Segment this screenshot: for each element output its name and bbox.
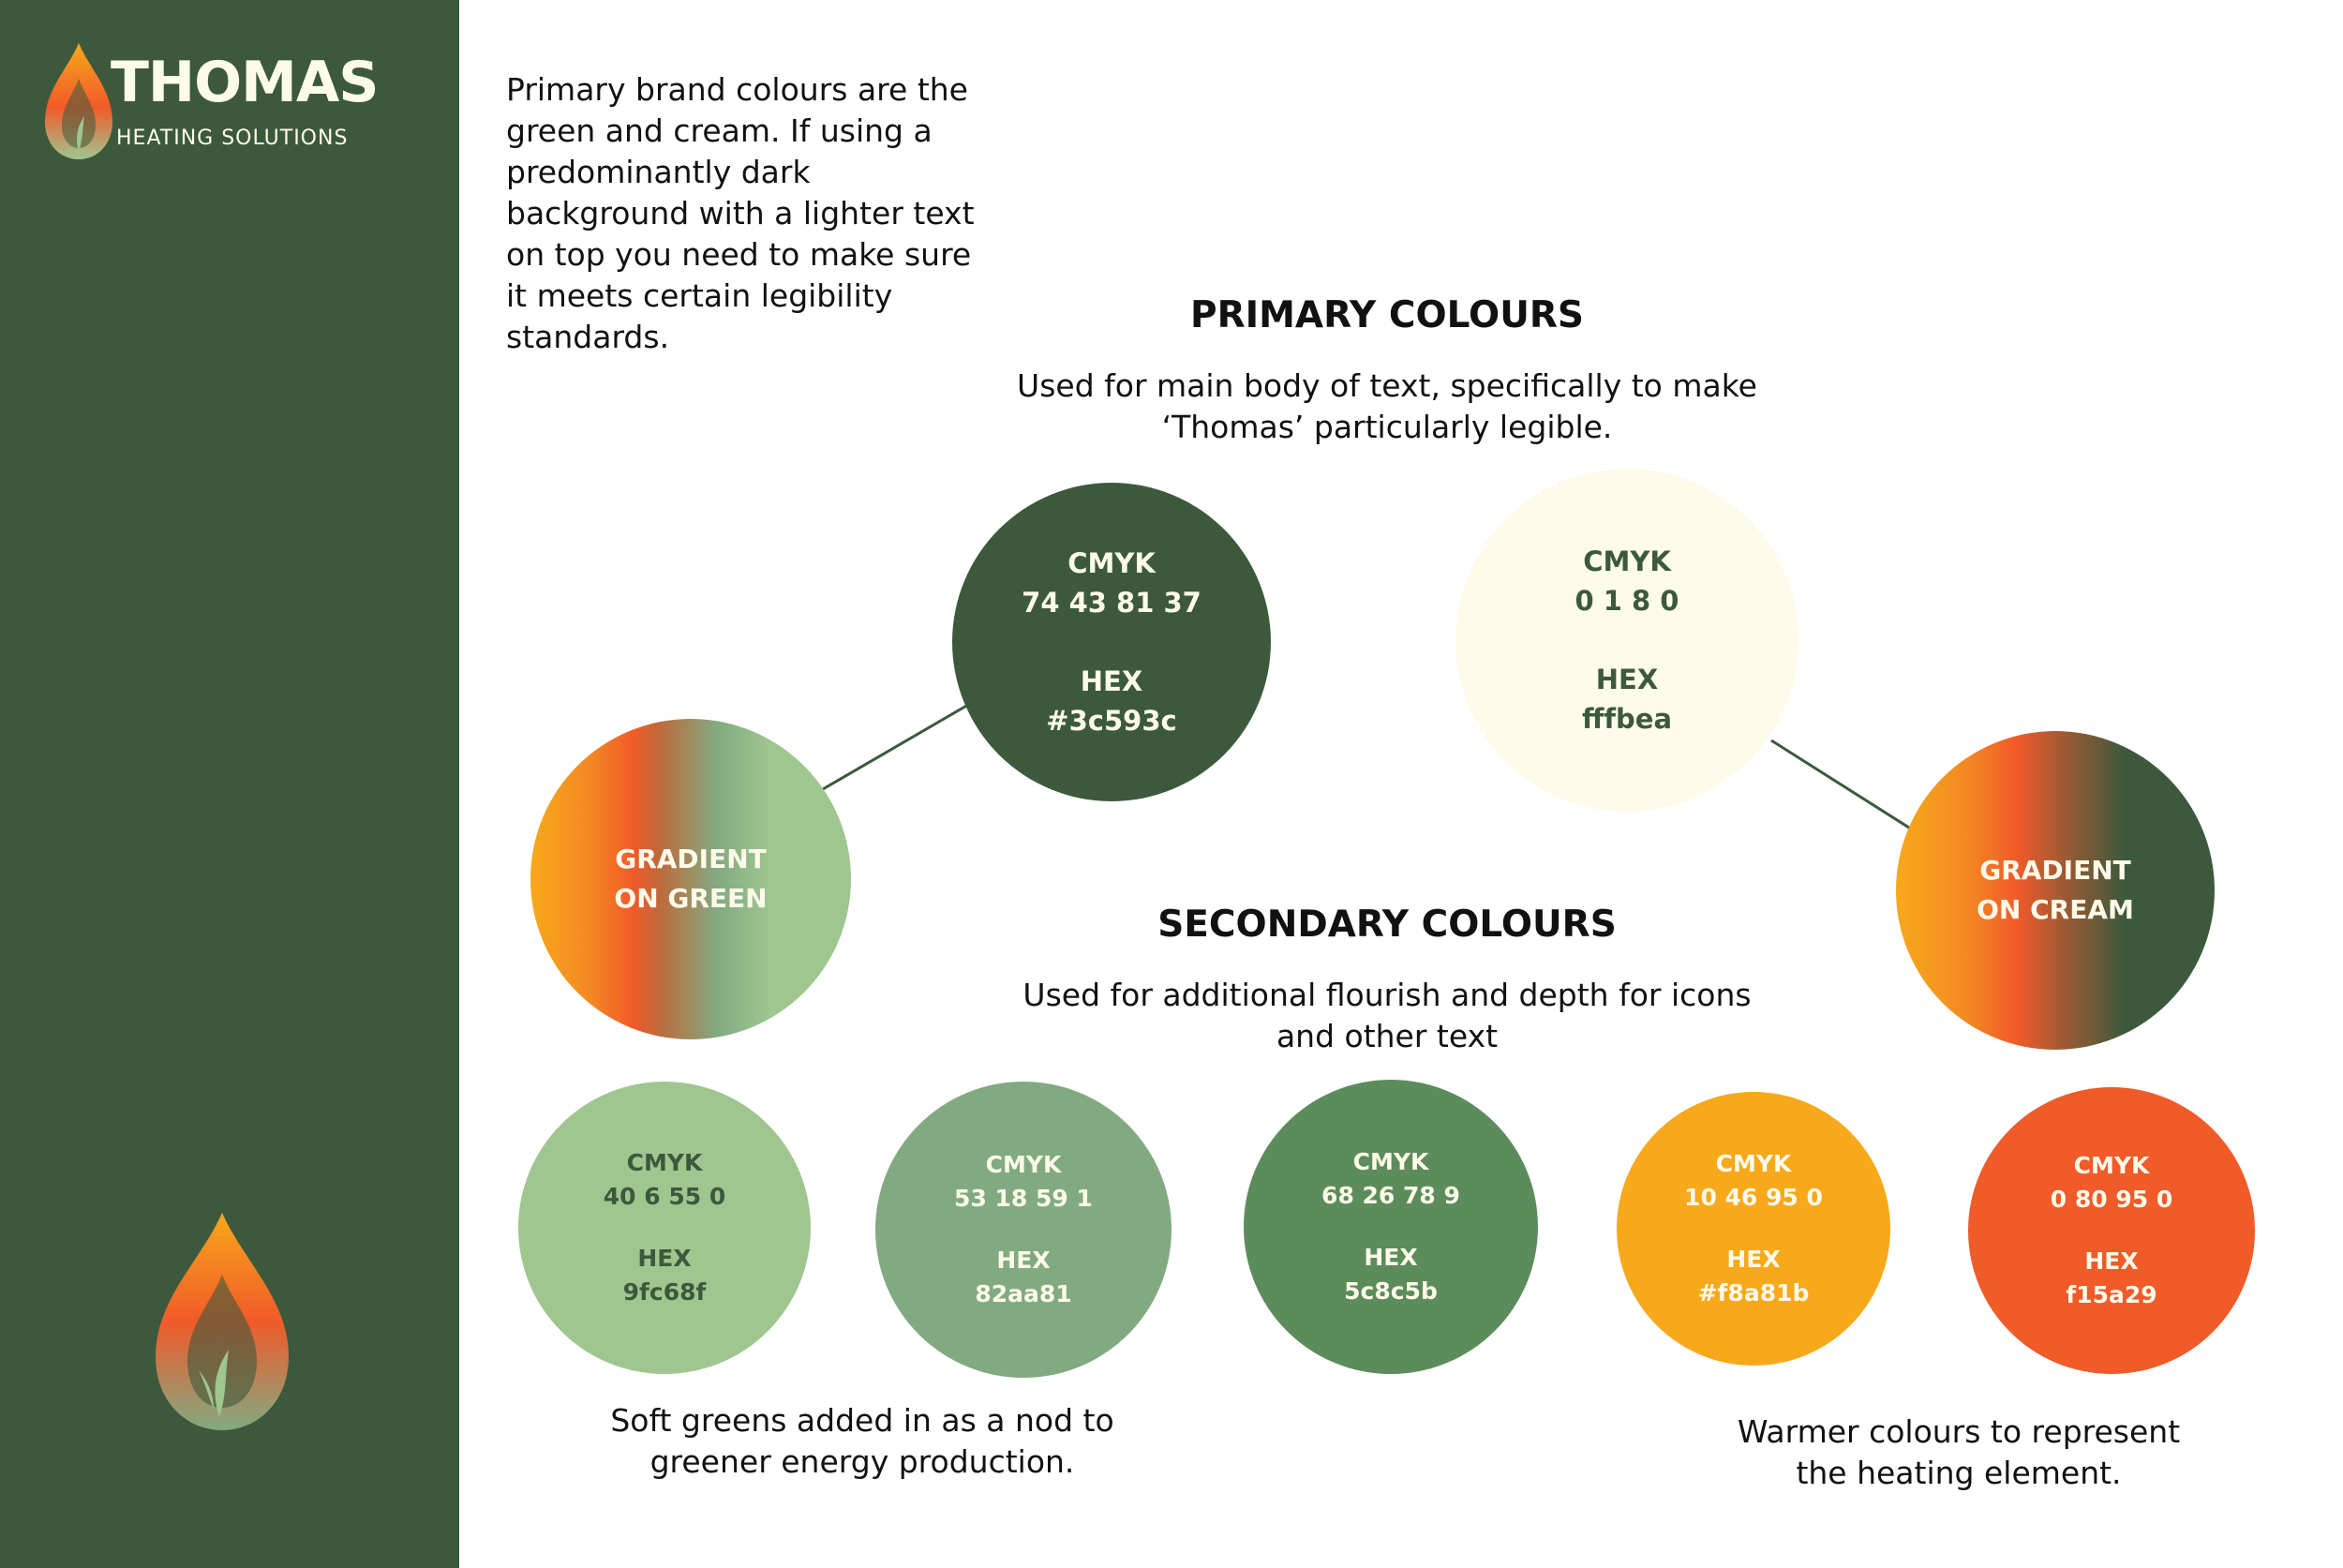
cmyk-label: CMYK <box>1583 545 1671 577</box>
hex-value: 82aa81 <box>975 1280 1072 1307</box>
connector-line-cream <box>1771 740 1912 829</box>
hex-label: HEX <box>2084 1247 2139 1275</box>
gradient-on-green-swatch <box>530 719 851 1039</box>
cmyk-label: CMYK <box>2073 1152 2150 1179</box>
primary-swatch-green <box>952 483 1271 801</box>
secondary-swatch-soft-green <box>518 1082 811 1374</box>
primary-colours-heading: PRIMARY COLOURS <box>1189 294 1584 336</box>
cmyk-label: CMYK <box>1067 547 1156 579</box>
gradient-label-line1: GRADIENT <box>1979 855 2131 886</box>
hex-label: HEX <box>1595 664 1659 695</box>
cmyk-label: CMYK <box>1715 1150 1792 1177</box>
primary-colours-description: Used for main body of text, specifically to make ‘Thomas’ particularly legible. <box>1017 367 1757 445</box>
cmyk-label: CMYK <box>985 1151 1062 1178</box>
connector-line-green <box>823 705 968 789</box>
intro-text: Primary brand colours are the green and cream. If using a predominantly dark background with a lighter text on top you need to make sure it meets certain legibility standards. <box>506 71 975 355</box>
gradient-label-line1: GRADIENT <box>615 844 767 874</box>
cmyk-value: 40 6 55 0 <box>603 1183 726 1210</box>
secondary-swatch-orange <box>1968 1087 2255 1374</box>
hex-label: HEX <box>1080 665 1143 697</box>
cmyk-label: CMYK <box>1352 1148 1429 1175</box>
primary-swatch-cream <box>1455 469 1798 812</box>
hex-value: #3c593c <box>1046 705 1177 737</box>
brand-name: THOMAS <box>111 50 379 115</box>
hex-value: fffbea <box>1581 703 1673 735</box>
brand-subtitle: HEATING SOLUTIONS <box>116 127 349 150</box>
hex-label: HEX <box>1364 1244 1418 1271</box>
secondary-swatch-sage-green <box>875 1082 1172 1378</box>
cmyk-value: 10 46 95 0 <box>1684 1184 1823 1211</box>
hex-label: HEX <box>996 1247 1051 1274</box>
hex-value: f15a29 <box>2066 1281 2157 1308</box>
secondary-colours-heading: SECONDARY COLOURS <box>1157 903 1617 946</box>
secondary-swatch-yellow <box>1617 1092 1890 1366</box>
warm-colours-note: Warmer colours to represent the heating element. <box>1737 1413 2181 1491</box>
cmyk-label: CMYK <box>626 1149 703 1176</box>
cmyk-value: 53 18 59 1 <box>954 1185 1093 1212</box>
hex-value: 5c8c5b <box>1344 1277 1438 1305</box>
cmyk-value: 0 1 8 0 <box>1574 585 1679 617</box>
cmyk-value: 74 43 81 37 <box>1022 587 1201 619</box>
secondary-swatch-mid-green <box>1244 1080 1538 1374</box>
hex-value: 9fc68f <box>622 1278 707 1306</box>
hex-label: HEX <box>1726 1246 1781 1273</box>
hex-value: #f8a81b <box>1697 1279 1810 1307</box>
hex-label: HEX <box>637 1245 692 1272</box>
green-colours-note: Soft greens added in as a nod to greener energy production. <box>610 1402 1114 1480</box>
secondary-colours-description: Used for additional flourish and depth for icons and other text <box>1022 977 1752 1054</box>
gradient-label-line2: ON GREEN <box>614 883 768 914</box>
cmyk-value: 68 26 78 9 <box>1321 1182 1460 1209</box>
gradient-on-cream-swatch <box>1896 731 2215 1050</box>
gradient-label-line2: ON CREAM <box>1977 894 2134 925</box>
cmyk-value: 0 80 95 0 <box>2050 1186 2173 1213</box>
